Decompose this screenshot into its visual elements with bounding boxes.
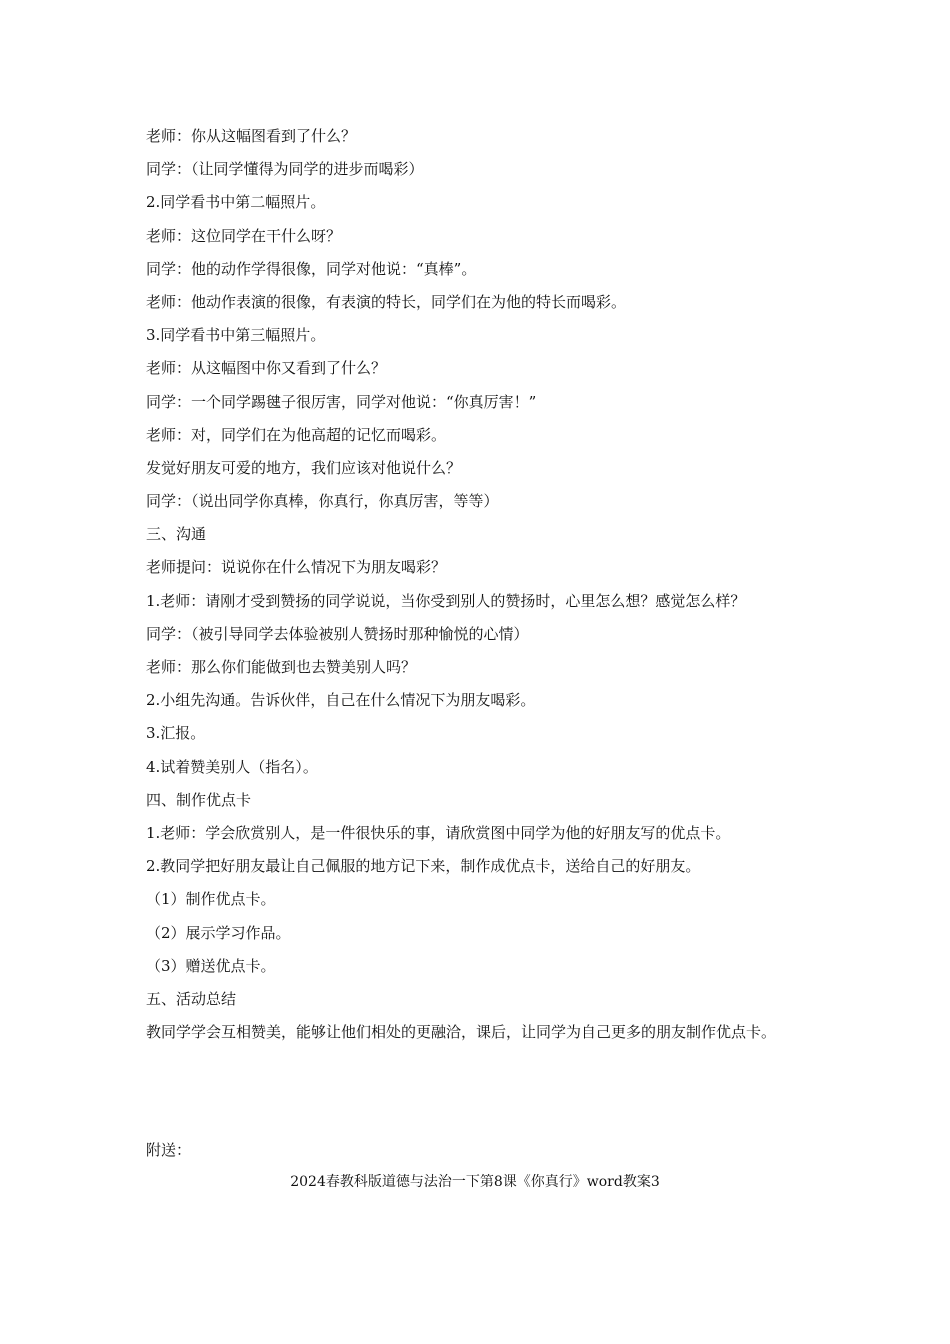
text-line: 老师提问：说说你在什么情况下为朋友喝彩？ bbox=[146, 558, 447, 577]
text-line: 老师：你从这幅图看到了什么？ bbox=[146, 127, 357, 145]
text-line: 1.老师：学会欣赏别人，是一件很快乐的事，请欣赏图中同学为他的好朋友写的优点卡。 bbox=[146, 823, 731, 842]
text-line: 同学：（被引导同学去体验被别人赞扬时那种愉悦的心情） bbox=[146, 624, 529, 643]
text-line: 同学：一个同学踢毽子很厉害，同学对他说：“你真厉害！” bbox=[146, 392, 537, 411]
text-line: 老师：他动作表演的很像，有表演的特长，同学们在为他的特长而喝彩。 bbox=[146, 292, 627, 311]
text-line: 发觉好朋友可爱的地方，我们应该对他说什么？ bbox=[146, 458, 462, 477]
appendix-label: 附送： bbox=[146, 1141, 192, 1159]
section-heading: 四、制作优点卡 bbox=[146, 790, 252, 809]
appendix-title: 2024春教科版道德与法治一下第8课《你真行》word教案3 bbox=[290, 1174, 660, 1190]
summary-paragraph: 教同学学会互相赞美，能够让他们相处的更融洽，课后，让同学为自己更多的朋友制作优点卡。 bbox=[146, 1023, 777, 1042]
text-line: 2.教同学把好朋友最让自己佩服的地方记下来，制作成优点卡，送给自己的好朋友。 bbox=[146, 857, 701, 876]
text-line: 老师：这位同学在干什么呀？ bbox=[146, 226, 342, 245]
text-line: （3）赠送优点卡。 bbox=[146, 956, 276, 975]
text-line: 3.同学看书中第三幅照片。 bbox=[146, 326, 326, 345]
text-line: 老师：从这幅图中你又看到了什么？ bbox=[146, 359, 387, 378]
text-line: 同学：他的动作学得很像，同学对他说：“真棒”。 bbox=[146, 259, 477, 278]
text-line: 老师：对，同学们在为他高超的记忆而喝彩。 bbox=[146, 425, 447, 444]
text-line: 同学：（让同学懂得为同学的进步而喝彩） bbox=[146, 160, 424, 179]
text-line: 3.汇报。 bbox=[146, 724, 206, 743]
document-body bbox=[146, 125, 812, 1051]
section-heading: 三、沟通 bbox=[146, 525, 207, 544]
text-line: 4.试着赞美别人（指名）。 bbox=[146, 757, 318, 776]
text-line: 2.同学看书中第二幅照片。 bbox=[146, 193, 326, 212]
text-line: 1.老师：请刚才受到赞扬的同学说说，当你受到别人的赞扬时，心里怎么想？感觉怎么样？ bbox=[146, 591, 746, 610]
text-line: 同学：（说出同学你真棒，你真行，你真厉害，等等） bbox=[146, 492, 499, 511]
text-line: （2）展示学习作品。 bbox=[146, 923, 291, 942]
text-line: 2.小组先沟通。告诉伙伴，自己在什么情况下为朋友喝彩。 bbox=[146, 691, 536, 710]
text-line: （1）制作优点卡。 bbox=[146, 890, 276, 909]
text-line: 老师：那么你们能做到也去赞美别人吗？ bbox=[146, 658, 417, 676]
section-heading: 五、活动总结 bbox=[146, 989, 237, 1008]
